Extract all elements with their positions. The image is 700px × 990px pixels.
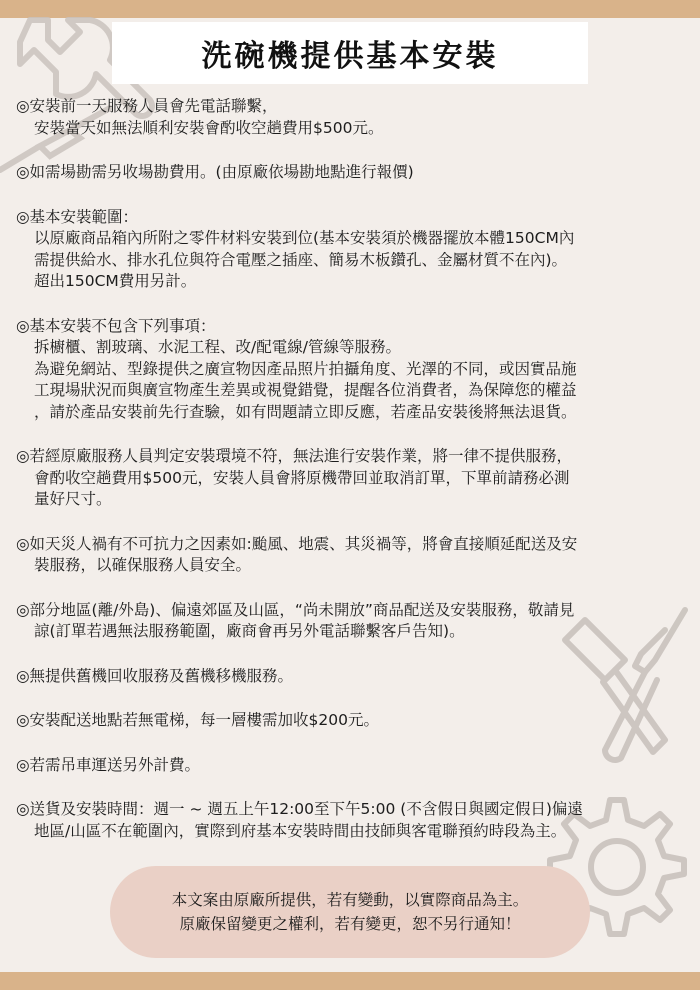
- notice-text: 原廠保留變更之權利，若有變更，恕不另行通知！: [179, 915, 521, 933]
- item-text: 為避免網站、型錄提供之廣宣物因產品照片拍攝角度、光澤的不同，或因實品施: [34, 359, 577, 378]
- item-text: 拆櫥櫃、割玻璃、水泥工程、改/配電線/管線等服務。: [34, 338, 401, 356]
- item-text: ◎如需場勘需另收場勘費用。(由原廠依場勘地點進行報價): [16, 163, 414, 181]
- list-item: [16, 96, 684, 139]
- list-item: [16, 600, 684, 643]
- item-text: ◎基本安裝範圍：: [16, 207, 139, 226]
- item-text: ◎若需吊車運送另外計費。: [16, 755, 201, 774]
- item-text: 安裝當天如無法順利安裝會酌收空趟費用$500元。: [34, 118, 384, 137]
- item-text: 會酌收空趟費用$500元，安裝人員會將原機帶回並取消訂單，下單前請務必測: [34, 468, 570, 487]
- list-item: [16, 446, 684, 511]
- bottom-accent-bar: [0, 972, 700, 990]
- list-item: [16, 799, 684, 842]
- item-text: ◎安裝前一天服務人員會先電話聯繫，: [16, 97, 278, 115]
- item-text: ◎無提供舊機回收服務及舊機移機服務。: [16, 666, 294, 685]
- item-text: 諒(訂單若遇無法服務範圍，廠商會再另外電話聯繫客戶告知)。: [34, 622, 465, 640]
- list-item: [16, 666, 684, 688]
- item-text: 超出150CM費用另計。: [34, 272, 197, 290]
- item-text: ◎送貨及安裝時間：週一 ~ 週五上午12:00至下午5:00 (不含假日與國定假日)偏遠: [16, 800, 583, 818]
- list-item: [16, 710, 684, 732]
- page-title: 洗碗機提供基本安裝: [201, 39, 499, 74]
- item-text: ，請於產品安裝前先行查驗，如有問題請立即反應，若產品安裝後將無法退貨。: [34, 402, 577, 421]
- item-text: 量好尺寸。: [34, 490, 112, 508]
- item-text: 需提供給水、排水孔位與符合電壓之插座、簡易木板鑽孔、金屬材質不在內)。: [34, 250, 568, 269]
- item-text: 工現場狀況而與廣宣物產生差異或視覺錯覺，提醒各位消費者，為保障您的權益: [34, 381, 577, 399]
- item-text: ◎基本安裝不包含下列事項：: [16, 316, 216, 335]
- title-banner: [112, 22, 588, 84]
- list-item: [16, 207, 684, 293]
- item-text: ◎如天災人禍有不可抗力之因素如:颱風、地震、其災禍等，將會直接順延配送及安: [16, 534, 578, 553]
- install-terms-list: [16, 96, 684, 865]
- item-text: ◎安裝配送地點若無電梯，每一層樓需加收$200元。: [16, 711, 379, 729]
- item-text: 地區/山區不在範圍內，實際到府基本安裝時間由技師與客電聯預約時段為主。: [34, 821, 567, 840]
- item-text: ◎部分地區(離/外島)、偏遠郊區及山區，“尚未開放”商品配送及安裝服務，敬請見: [16, 600, 575, 619]
- notice-text: 本文案由原廠所提供，若有變動，以實際商品為主。: [171, 891, 529, 909]
- top-accent-bar: [0, 0, 700, 18]
- item-text: 裝服務，以確保服務人員安全。: [34, 556, 252, 574]
- list-item: [16, 316, 684, 424]
- item-text: ◎若經原廠服務人員判定安裝環境不符，無法進行安裝作業，將一律不提供服務，: [16, 447, 573, 465]
- list-item: [16, 755, 684, 777]
- list-item: [16, 162, 684, 184]
- item-text: 以原廠商品箱內所附之零件材料安裝到位(基本安裝須於機器擺放本體150CM內: [34, 229, 575, 247]
- disclaimer-notice: [110, 866, 590, 958]
- list-item: [16, 534, 684, 577]
